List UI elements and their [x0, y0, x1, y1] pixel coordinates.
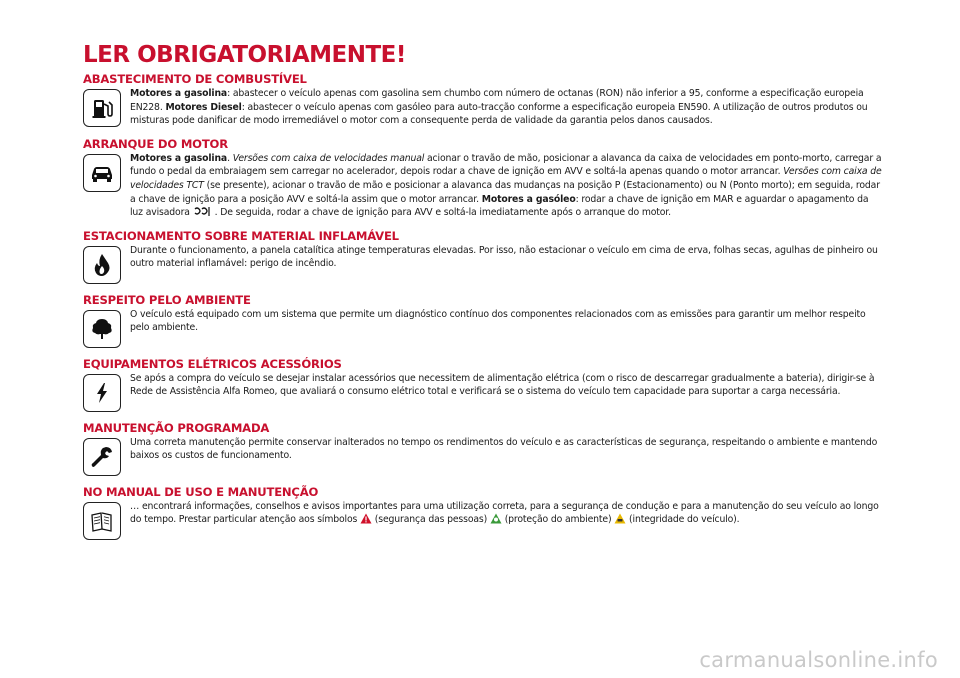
- bold-label: Motores Diesel: [165, 101, 242, 113]
- book-icon: [83, 502, 121, 540]
- text-span: acionar o travão de mão, posicionar a alavanca da caixa de velocidades em ponto-morto, carregar a fundo o pedal da embraiagem sem carregar no acelerador, depois rodar a chave de ignição em AVV e soltá-la apenas quando o motor arrancar.: [130, 152, 882, 178]
- car-icon: [83, 154, 121, 192]
- lightning-icon: [83, 374, 121, 412]
- section-title-manual: NO MANUAL DE USO E MANUTENÇÃO: [83, 484, 319, 499]
- text-span: : rodar a chave de ignição em MAR e aguardar o apagamento da luz avisadora: [130, 193, 869, 219]
- section-title-fuel: ABASTECIMENTO DE COMBUSTÍVEL: [83, 72, 307, 86]
- italic-label: Versões com caixa de velocidades TCT: [130, 166, 882, 191]
- section-title-start: ARRANQUE DO MOTOR: [83, 136, 228, 151]
- bold-label: Motores a gasolina: [130, 88, 228, 99]
- tree-icon: [83, 310, 121, 348]
- section-title-electrical: EQUIPAMENTOS ELÉTRICOS ACESSÓRIOS: [83, 356, 342, 371]
- section-environment: [83, 293, 883, 348]
- section-title-maintenance: MANUTENÇÃO PROGRAMADA: [83, 420, 270, 435]
- text-span: .: [227, 152, 233, 164]
- section-electrical: [83, 357, 883, 412]
- bold-label: Motores a gasóleo: [481, 193, 576, 205]
- section-text-parking: Durante o funcionamento, a panela catalítica atinge temperaturas elevadas. Por isso, não estacionar o veículo em cima de erva, folhas secas, agulhas de pinheiro ou outro material inflamável: perigo de incêndio.: [130, 244, 878, 270]
- safety-warning-icon: [360, 513, 372, 524]
- text-span: : abastecer o veículo apenas com gasóleo para auto-tracção conforme a especificação europeia EN590. A utilização de outros produtos ou misturas pode danificar de modo irremediável o motor com a consequente perda de validade da garantia pelos danos causados.: [130, 101, 868, 127]
- section-text-fuel: [130, 87, 883, 128]
- bold-label: Motores a gasolina: [130, 152, 228, 164]
- text-span: … encontrará informações, conselhos e avisos importantes para uma utilização correta, para a segurança de condução e para a manutenção do seu veículo ao longo do tempo. Prestar particular atenção aos símbolos: [130, 500, 879, 526]
- section-title-environment: RESPEITO PELO AMBIENTE: [83, 292, 251, 307]
- environment-warning-icon: [490, 513, 502, 524]
- glow-plug-warning-icon: [193, 206, 215, 217]
- page: [83, 42, 883, 540]
- section-title-parking: ESTACIONAMENTO SOBRE MATERIAL INFLAMÁVEL: [83, 228, 399, 243]
- section-parking: [83, 229, 883, 284]
- section-maintenance: [83, 421, 883, 476]
- text-span: (segurança das pessoas): [372, 514, 490, 526]
- section-text-environment: O veículo está equipado com um sistema que permite um diagnóstico contínuo dos componentes relacionados com as emissões para garantir um melhor respeito pelo ambiente.: [130, 308, 866, 334]
- vehicle-warning-icon: [614, 513, 626, 524]
- section-text-manual: [130, 500, 883, 527]
- watermark: carmanualsonline.info: [699, 648, 938, 672]
- section-text-maintenance: Uma correta manutenção permite conservar inalterados no tempo os rendimentos do veículo e as características de segurança, respeitando o ambiente e mantendo baixos os custos de funcionamento.: [130, 436, 878, 462]
- section-start: [83, 137, 883, 220]
- section-fuel: [83, 72, 883, 128]
- flame-icon: [83, 246, 121, 284]
- text-span: (se presente), acionar o travão de mão e posicionar a alavanca das mudanças na posição P (Estacionamento) ou N (Ponto morto); em seguida, rodar a chave de ignição para a posição AVV e soltá-la assim que o motor arrancar.: [130, 179, 880, 205]
- fuel-pump-icon: [83, 89, 121, 127]
- section-text-start: [130, 152, 883, 220]
- italic-label: Versões com caixa de velocidades manual: [232, 152, 425, 164]
- text-span: : abastecer o veículo apenas com gasolina sem chumbo com número de octanas (RON) não inferior a 95, conforme a especificação europeia EN228.: [130, 88, 864, 113]
- text-span: (integridade do veículo).: [626, 514, 740, 526]
- wrench-icon: [83, 438, 121, 476]
- section-text-electrical: Se após a compra do veículo se desejar instalar acessórios que necessitem de alimentação elétrica (com o risco de descarregar gradualmente a bateria), dirigir-se à Rede de Assistência Alfa Romeo, que avaliará o consumo elétrico total e verificará se o sistema do veículo tem capacidade para suportar a carga necessária.: [130, 372, 875, 398]
- section-manual: [83, 485, 883, 540]
- page-title: LER OBRIGATORIAMENTE!: [83, 42, 406, 68]
- text-span: (proteção do ambiente): [501, 514, 615, 526]
- text-span: . De seguida, rodar a chave de ignição para AVV e soltá-la imediatamente após o arranque do motor.: [214, 207, 671, 219]
